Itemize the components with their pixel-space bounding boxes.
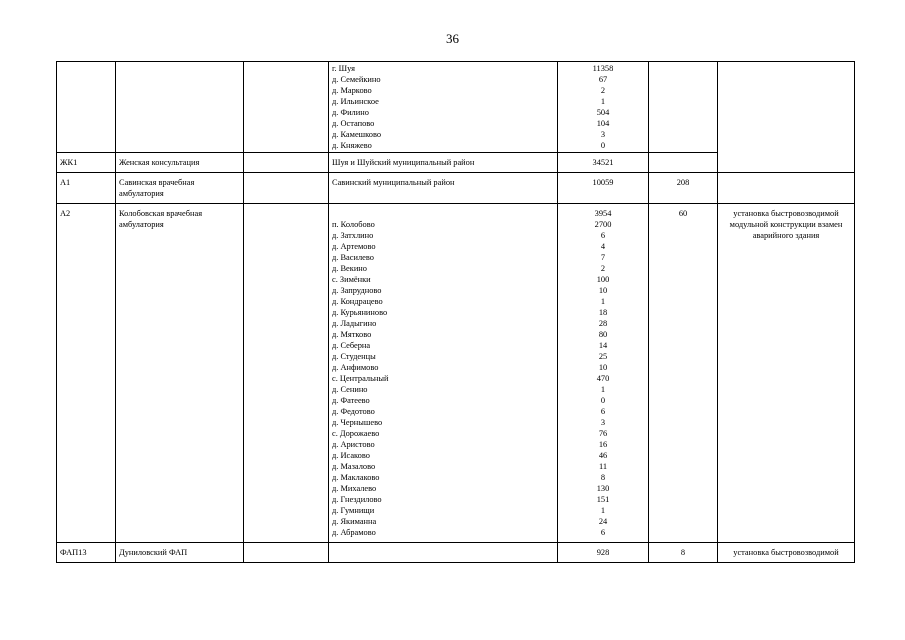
place-value: 3	[600, 130, 606, 139]
place-value: 67	[598, 75, 608, 84]
place-name: д. Исаково	[332, 451, 370, 460]
place-value: 76	[598, 429, 608, 438]
note-cell: установка быстровозводимой	[718, 543, 855, 563]
code-cell: ЖК1	[57, 153, 116, 173]
places-list	[329, 204, 558, 543]
values-list	[558, 62, 649, 153]
place-value: 10	[598, 286, 608, 295]
place-name: п. Колобово	[332, 220, 375, 229]
note-cell	[718, 62, 855, 173]
place-name: д. Василево	[332, 253, 374, 262]
note-cell	[718, 173, 855, 204]
place-value: 2	[600, 264, 606, 273]
area-cell	[329, 543, 558, 563]
capacity-cell	[649, 62, 718, 153]
place-value: 28	[598, 319, 608, 328]
place-name: д. Маклаково	[332, 473, 380, 482]
place-value: 2	[600, 86, 606, 95]
place-value: 4	[600, 242, 606, 251]
place-value: 80	[598, 330, 608, 339]
place-value: 6	[600, 231, 606, 240]
place-value: 2700	[594, 220, 612, 229]
place-name: д. Запрудново	[332, 286, 382, 295]
place-name: д. Мазалово	[332, 462, 376, 471]
place-value: 130	[596, 484, 610, 493]
table-row-a2	[57, 204, 855, 543]
code-cell: ФАП13	[57, 543, 116, 563]
place-value: 16	[598, 440, 608, 449]
population-total: 3954	[594, 209, 612, 218]
places-list	[329, 62, 558, 153]
place-name: д. Якиманна	[332, 517, 377, 526]
facilities-table	[56, 61, 855, 563]
population-cell: 34521	[558, 153, 649, 173]
place-name: д. Филино	[332, 108, 369, 117]
place-name: д. Курьяниново	[332, 308, 388, 317]
name-cell: Савинская врачебная амбулатория	[116, 173, 244, 204]
code-cell	[57, 62, 116, 153]
page-number: 36	[446, 31, 459, 46]
name-cell	[116, 62, 244, 153]
place-value: 104	[596, 119, 610, 128]
values-list	[558, 204, 649, 543]
place-name: д. Михалево	[332, 484, 377, 493]
place-name: д. Чернышево	[332, 418, 383, 427]
place-value: 46	[598, 451, 608, 460]
place-value: 11358	[592, 64, 614, 73]
place-name: с. Центральный	[332, 374, 389, 383]
place-value: 14	[598, 341, 608, 350]
place-value: 11	[598, 462, 608, 471]
table-row-continuation	[57, 62, 855, 153]
capacity-cell: 60	[649, 204, 718, 543]
place-value: 100	[596, 275, 610, 284]
place-name: д. Векино	[332, 264, 367, 273]
place-name: д. Федотово	[332, 407, 375, 416]
name-cell: Женская консультация	[116, 153, 244, 173]
capacity-cell: 8	[649, 543, 718, 563]
capacity-cell: 208	[649, 173, 718, 204]
area-cell: Шуя и Шуйский муниципальный район	[329, 153, 558, 173]
place-value: 6	[600, 407, 606, 416]
place-value: 8	[600, 473, 606, 482]
name-cell: Дуниловский ФАП	[116, 543, 244, 563]
place-name: д. Княжево	[332, 141, 372, 150]
place-name: д. Ильинское	[332, 97, 379, 106]
place-value: 18	[598, 308, 608, 317]
place-name: д. Марково	[332, 86, 372, 95]
place-name: д. Гнездилово	[332, 495, 382, 504]
place-value: 6	[600, 528, 606, 537]
place-value: 0	[600, 141, 606, 150]
code-cell: А1	[57, 173, 116, 204]
empty-cell	[244, 543, 329, 563]
population-cell: 928	[558, 543, 649, 563]
place-value: 470	[596, 374, 610, 383]
place-name: д. Сенино	[332, 385, 368, 394]
note-cell: установка быстровозводимой модульной конструкции взамен аварийного здания	[718, 204, 855, 543]
place-name: д. Кондрацево	[332, 297, 383, 306]
place-name: д. Артемово	[332, 242, 376, 251]
place-name: д. Анфимово	[332, 363, 379, 372]
place-name: д. Семейкино	[332, 75, 381, 84]
place-value: 1	[600, 506, 606, 515]
place-value: 1	[600, 385, 606, 394]
place-value: 1	[600, 297, 606, 306]
table-row-fap13	[57, 543, 855, 563]
place-value: 1	[600, 97, 606, 106]
place-name: с. Дорожаево	[332, 429, 380, 438]
capacity-cell	[649, 153, 718, 173]
place-value: 504	[596, 108, 610, 117]
place-name: д. Гумнищи	[332, 506, 375, 515]
place-name: д. Фатеево	[332, 396, 370, 405]
place-name: с. Зимёнки	[332, 275, 371, 284]
table-row-a1	[57, 173, 855, 204]
place-name: д. Студенцы	[332, 352, 376, 361]
place-name: д. Остапово	[332, 119, 375, 128]
population-cell: 10059	[558, 173, 649, 204]
place-name: д. Абрамово	[332, 528, 376, 537]
name-cell: Колобовская врачебная амбулатория	[116, 204, 244, 543]
code-cell: А2	[57, 204, 116, 543]
place-value: 24	[598, 517, 608, 526]
area-cell: Савинский муниципальный район	[329, 173, 558, 204]
empty-cell	[244, 173, 329, 204]
place-name: д. Камешково	[332, 130, 382, 139]
empty-cell	[244, 153, 329, 173]
place-name: д. Мятково	[332, 330, 372, 339]
place-name: д. Аристово	[332, 440, 375, 449]
empty-cell	[244, 62, 329, 153]
place-name: д. Ладыгино	[332, 319, 377, 328]
place-name: д. Затхлино	[332, 231, 374, 240]
place-value: 25	[598, 352, 608, 361]
place-value: 7	[600, 253, 606, 262]
empty-cell	[244, 204, 329, 543]
place-value: 0	[600, 396, 606, 405]
place-value: 3	[600, 418, 606, 427]
place-value: 151	[596, 495, 610, 504]
place-name: г. Шуя	[332, 64, 355, 73]
place-value: 10	[598, 363, 608, 372]
place-name: д. Себерна	[332, 341, 371, 350]
